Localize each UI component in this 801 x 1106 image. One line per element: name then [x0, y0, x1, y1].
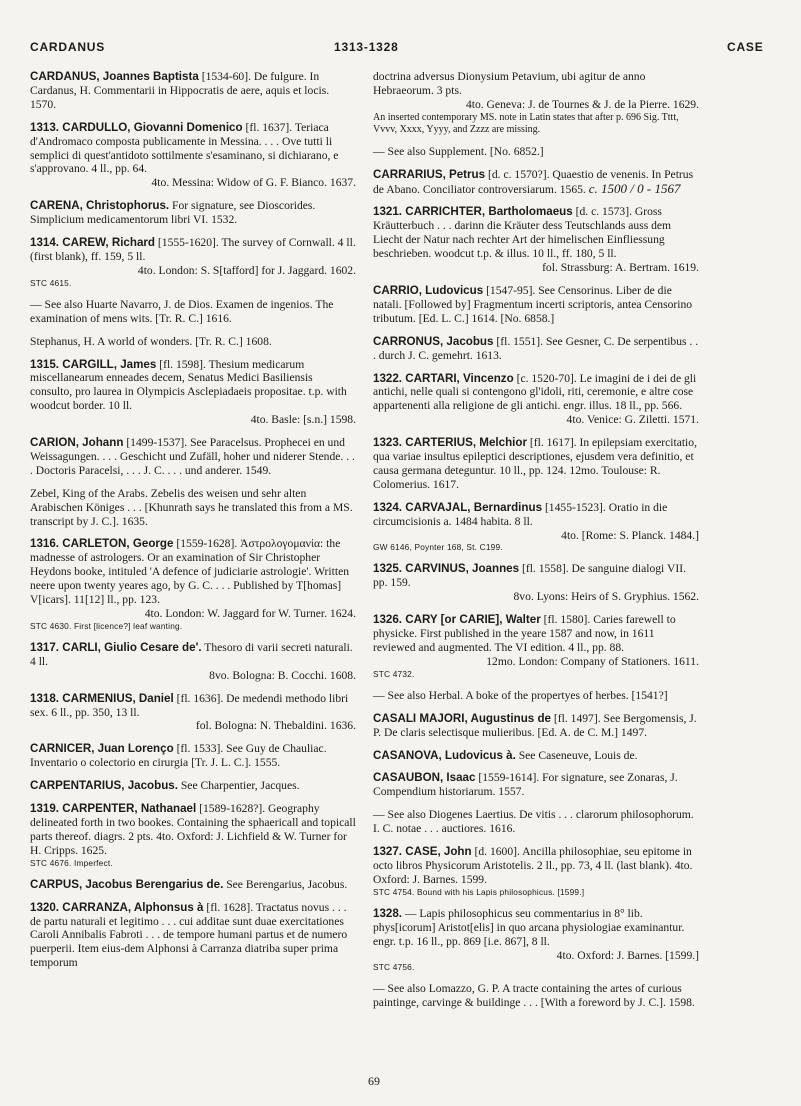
catalogue-entry — [373, 205, 699, 275]
catalogue-entry — [373, 907, 699, 974]
entry-note: GW 6146, Poynter 168, St. C199. — [373, 542, 503, 553]
entry-body: [c. 1520-70]. Le imagini de i dei de gli antichi, nelle quali si contengono gl'idoli, riti, ceremonie, e altre cose appartenenti alla religione de gli antichi. engr. illus. 18 ll., pp. 566. — [373, 371, 697, 413]
catalogue-entry — [30, 436, 356, 478]
entry-body: For signature, see Dioscorides. Simplicium medicamentorum libri VI. 1532. — [30, 199, 316, 227]
entry-body: See Berengarius, Jacobus. — [226, 877, 348, 891]
entry-heading: CARENA, Christophorus. — [30, 199, 170, 213]
entry-heading: CARRIO, Ludovicus — [373, 283, 484, 297]
catalogue-entry — [373, 284, 699, 326]
entry-imprint: 4to. [Rome: S. Planck. 1484.] — [561, 528, 699, 542]
entry-body: — See also Supplement. [No. 6852.] — [373, 144, 544, 158]
entry-body: — See also Huarte Navarro, J. de Dios. Examen de ingenios. The examination of mens wits. [Tr. R. C.] 1616. — [30, 297, 334, 325]
running-header-right: CASE — [727, 40, 764, 54]
entry-body: [fl. 1637]. Teriaca d'Andromaco composta publicamente in Messina. . . . Ove tutti li semplici di quest'antidoto sottilmente s'esaminano, si dichiarano, e s'approvano. 4 ll., pp. 64. — [30, 120, 339, 176]
catalogue-entry — [373, 808, 699, 836]
entry-heading: 1317. CARLI, Giulio Cesare de'. — [30, 640, 202, 654]
entry-note: STC 4732. — [373, 668, 415, 679]
entry-note: An inserted contemporary MS. note in Latin states that after p. 696 Sig. Tttt, Vvvv, Xxxx, Yyyy, and Zzzz are missing. — [373, 111, 679, 135]
catalogue-entry — [373, 335, 699, 363]
running-header-center: 1313-1328 — [334, 40, 399, 54]
catalogue-entry — [373, 501, 699, 554]
catalogue-entry — [30, 537, 356, 631]
catalogue-entry — [373, 562, 699, 604]
catalogue-entry — [30, 298, 356, 326]
entry-imprint: 4to. Basle: [s.n.] 1598. — [250, 413, 356, 427]
entry-body: doctrina adversus Dionysium Petavium, ubi agitur de anno Hebraeorum. 3 pts. — [373, 70, 646, 97]
entry-imprint: 4to. Oxford: J. Barnes. [1599.] — [556, 948, 699, 962]
left-column — [30, 70, 356, 979]
entry-body: [1534-60]. De fulgure. In Cardanus, H. Commentarii in Hippocratis de aere, aquis et locis. 1570. — [30, 70, 330, 111]
entry-heading: 1326. CARY [or CARIE], Walter — [373, 613, 541, 627]
catalogue-entry — [373, 436, 699, 492]
catalogue-entry — [30, 802, 356, 869]
entry-imprint: 8vo. Lyons: Heirs of S. Gryphius. 1562. — [513, 590, 699, 604]
entry-imprint: fol. Strassburg: A. Bertram. 1619. — [542, 261, 699, 275]
entry-heading: 1320. CARRANZA, Alphonsus à — [30, 900, 204, 914]
entry-body: [1589-1628?]. Geography delineated forth in two bookes. Containing the sphaericall and topicall parts thereof. diagrs. 2 pts. 4to. Oxford: J. Lichfield & W. Turner for H. Cripps. 1625. — [30, 802, 356, 857]
entry-heading: CARPUS, Jacobus Berengarius de. — [30, 877, 224, 891]
entry-note: STC 4756. — [373, 962, 415, 973]
entry-body: [1547-95]. See Censorinus. Liber de die natali. [Followed by] Fragmentum incerti scriptoris, antea Censorino tributum. [Ed. L. C.] 1614. [No. 6858.] — [373, 283, 693, 325]
entry-body: [1499-1537]. See Paracelsus. Prophecei en und Weissagungen. . . . Geschicht und Zufäll, hoher und niderer Stende. . . . Doctoris Paracelsi, . . . J. C. . . . und anderer. 1549. — [30, 436, 355, 477]
entry-body: — See also Lomazzo, G. P. A tracte containing the artes of curious paintinge, carvinge & buildinge . . . [With a foreword by J. C.]. 1598. — [373, 982, 695, 1010]
entry-imprint: 12mo. London: Company of Stationers. 1611. — [486, 654, 699, 668]
entry-body: [fl. 1580]. Caries farewell to physicke. First published in the yeare 1587 and now, in 1611 reviewed and augmented. The VI edition. 4 ll., pp. 88. — [373, 613, 676, 654]
entry-body: [d. 1600]. Ancilla philosophiae, seu epitome in octo libros Physicorum Aristotelis. 2 ll., pp. 73, 4 ll. (last blank). 4to. Oxford: J. Barnes. 1599. — [373, 845, 693, 886]
catalogue-entry — [373, 689, 699, 703]
catalogue-entry — [373, 168, 699, 197]
entry-heading: 1324. CARVAJAL, Bernardinus — [373, 500, 543, 514]
entry-heading: CARION, Johann — [30, 436, 124, 450]
catalogue-entry — [30, 779, 356, 793]
catalogue-entry — [30, 742, 356, 770]
catalogue-entry — [30, 199, 356, 227]
entry-note: STC 4615. — [30, 277, 72, 288]
entry-heading: 1323. CARTERIUS, Melchior — [373, 436, 527, 450]
catalogue-entry — [373, 613, 699, 680]
entry-body: [fl. 1533]. See Guy de Chauliac. Inventario o colectorio en cirurgia [Tr. J. L. C.]. 1555. — [30, 742, 327, 770]
catalogue-entry — [30, 487, 356, 529]
entry-heading: CASALI MAJORI, Augustinus de — [373, 711, 551, 725]
entry-heading: 1314. CAREW, Richard — [30, 236, 155, 250]
catalogue-entry — [30, 878, 356, 892]
entry-body: [d. c. 1570?]. Quaestio de venenis. In Petrus de Abano. Conciliator controversiarum. 1565. — [373, 167, 694, 196]
entry-imprint: 4to. London: W. Jaggard for W. Turner. 1624. — [144, 607, 356, 620]
entry-heading: 1325. CARVINUS, Joannes — [373, 562, 520, 576]
entry-note: STC 4754. Bound with his Lapis philosophicus. [1599.] — [373, 886, 585, 897]
entry-note: STC 4676. Imperfect. — [30, 857, 113, 868]
entry-heading: 1316. CARLETON, George — [30, 537, 174, 551]
catalogue-entry — [30, 236, 356, 289]
entry-imprint: 4to. Messina: Widow of G. F. Bianco. 1637. — [151, 176, 356, 190]
entry-imprint: 4to. London: S. S[tafford] for J. Jaggard. 1602. — [137, 263, 356, 277]
entry-heading: CASANOVA, Ludovicus à. — [373, 748, 516, 762]
entry-body: [fl. 1497]. See Bergomensis, J. P. De claris selectisque mulieribus. [Ed. A. de C. M.] 1497. — [373, 711, 697, 739]
catalogue-entry — [30, 692, 356, 734]
entry-heading: CARRONUS, Jacobus — [373, 334, 494, 348]
entry-heading: 1319. CARPENTER, Nathanael — [30, 802, 197, 816]
entry-body: [fl. 1628]. Tractatus novus . . . de partu naturali et legitimo . . . cui additae sunt duae exercitationes Caroli Annibalis Fabroti . . . de tempore humani partus et de numero puerperii. Item eius-dem Alphonsi à Carranza diatriba super prima temporum — [30, 900, 348, 970]
entry-imprint: 4to. Geneva: J. de Tournes & J. de la Pierre. 1629. — [465, 97, 699, 111]
entry-body: See Caseneuve, Louis de. — [518, 748, 638, 762]
catalogue-entry — [30, 358, 356, 428]
entry-heading: 1321. CARRICHTER, Bartholomaeus — [373, 205, 573, 219]
catalogue-entry — [373, 372, 699, 428]
entry-body: [d. c. 1573]. Gross Kräutterbuch . . . darinn die Kräuter dess Teutschlands auss dem Liecht der Natur nach rechter Art der himelischen Einfliessung beschrieben. woodcut t.p. & illus. 10 ll., ff. 180, 5 ll. — [373, 205, 672, 261]
page-number: 69 — [368, 1074, 380, 1088]
entry-body: [1559-1614]. For signature, see Zonaras, J. Compendium historiarum. 1557. — [373, 771, 678, 799]
entry-body: Stephanus, H. A world of wonders. [Tr. R. C.] 1608. — [30, 334, 272, 348]
entry-body: — See also Herbal. A boke of the propertyes of herbes. [1541?] — [373, 688, 668, 702]
entry-body: [fl. 1558]. De sanguine dialogi VII. pp. 159. — [373, 562, 686, 590]
entry-heading: 1328. — [373, 906, 403, 920]
entry-body: Thesoro di varii secreti naturali. 4 ll. — [30, 640, 353, 668]
entry-body: [fl. 1617]. In epilepsiam exercitatio, qua variae insultus epileptici descriptiones, ejusdem vera definitio, et causa germana deteguntur. 10 ll., pp. 124. 12mo. Toulouse: R. Colomerius. 1617. — [373, 436, 697, 491]
entry-body: Zebel, King of the Arabs. Zebelis des weisen und sehr alten Arabischen Königes . . . [Khunrath says he translated this from a MS. transcript by J. C.]. 1635. — [30, 486, 353, 528]
entry-body: [1559-1628]. Ἀστρολογομανία: the madnesse of astrologers. Or an examination of Sir Christopher Heydons booke, intituled 'A defence of judiciarie astrologie'. Written neere upon twenty yeares ago, by G. C. . . . Published by T[homas] V[icars]. 11[12] ll., pp. 123. — [30, 537, 350, 607]
entry-body: See Charpentier, Jacques. — [180, 779, 300, 793]
catalogue-entry — [373, 70, 699, 136]
entry-body: [1455-1523]. Oratio in die circumcisionis a. 1484 habita. 8 ll. — [373, 500, 668, 528]
catalogue-entry — [30, 70, 356, 112]
entry-imprint: 8vo. Bologna: B. Cocchi. 1608. — [209, 668, 356, 682]
entry-body: [fl. 1636]. De medendi methodo libri sex. 6 ll., pp. 350, 13 ll. — [30, 691, 349, 719]
catalogue-entry — [30, 335, 356, 349]
entry-heading: CARPENTARIUS, Jacobus. — [30, 779, 178, 793]
catalogue-entry — [30, 121, 356, 191]
entry-body: [1555-1620]. The survey of Cornwall. 4 ll. (first blank), ff. 159, 5 ll. — [30, 236, 356, 263]
catalogue-entry — [373, 982, 699, 1010]
handwritten-annotation: c. 1500 / 0 - 1567 — [588, 180, 681, 196]
entry-imprint: fol. Bologna: N. Thebaldini. 1636. — [195, 719, 356, 733]
entry-heading: 1313. CARDULLO, Giovanni Domenico — [30, 120, 243, 134]
catalogue-entry — [373, 845, 699, 898]
entry-heading: CARNICER, Juan Lorenço — [30, 742, 174, 756]
entry-body: — See also Diogenes Laertius. De vitis . . . clarorum philosophorum. I. C. notae . . . auctiores. 1616. — [373, 808, 694, 836]
catalogue-entry — [373, 749, 699, 763]
entry-heading: CARDANUS, Joannes Baptista — [30, 70, 199, 83]
entry-heading: 1322. CARTARI, Vincenzo — [373, 371, 514, 385]
entry-note: STC 4630. First [licence?] leaf wanting. — [30, 620, 183, 631]
entry-heading: CARRARIUS, Petrus — [373, 167, 486, 181]
catalogue-entry — [373, 712, 699, 740]
entry-body: [fl. 1598]. Thesium medicarum miscellanearum enneades decem, Senatus Medici Basiliensis consulto, pro laurea in Olympicis Asclepiadaeis propositae. t.p. with woodcut border. 10 ll. — [30, 357, 347, 413]
entry-body: [fl. 1551]. See Gesner, C. De serpentibus . . . durch J. C. gemehrt. 1613. — [373, 334, 699, 362]
right-column — [373, 70, 699, 1019]
catalogue-entry — [373, 145, 699, 159]
entry-body: — Lapis philosophicus seu commentarius in 8° lib. phys[icorum] Aristot[elis] in quo arcana physiologiae examinantur. engr. t.p. 16 ll., pp. 869 [i.e. 867], 8 ll. — [373, 906, 685, 948]
entry-heading: 1327. CASE, John — [373, 845, 472, 859]
catalogue-entry — [30, 901, 356, 971]
entry-heading: 1315. CARGILL, James — [30, 357, 157, 371]
catalogue-entry — [373, 771, 699, 799]
entry-imprint: 4to. Venice: G. Ziletti. 1571. — [566, 413, 699, 427]
catalogue-entry — [30, 641, 356, 683]
entry-heading: 1318. CARMENIUS, Daniel — [30, 691, 174, 705]
running-header-left: CARDANUS — [30, 40, 106, 54]
entry-heading: CASAUBON, Isaac — [373, 771, 476, 785]
